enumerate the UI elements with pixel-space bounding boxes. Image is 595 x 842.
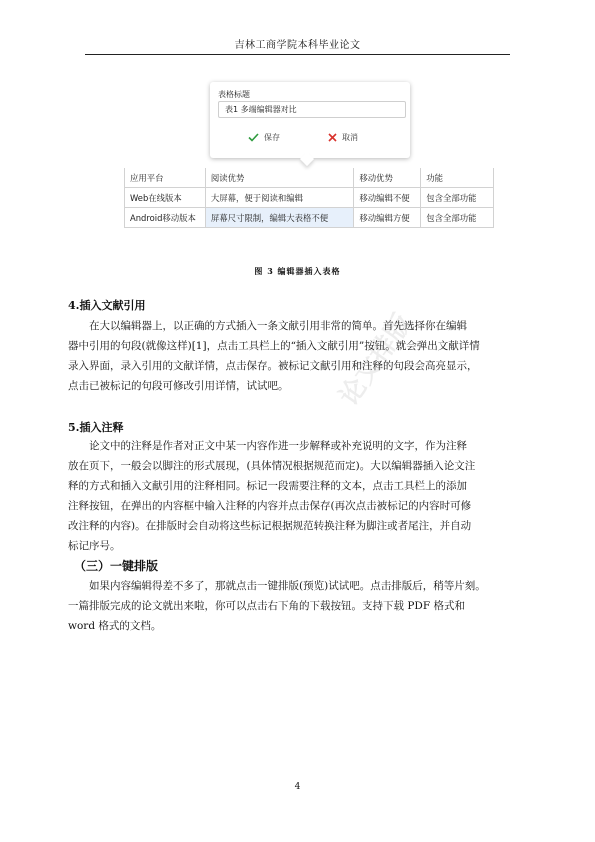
section-heading-citation: 4.插入文献引用 [68, 299, 146, 312]
table-caption-popup [210, 82, 410, 158]
cancel-label: 取消 [342, 133, 358, 142]
page-number: 4 [294, 782, 301, 792]
table-cell[interactable]: Web在线版本 [125, 188, 206, 208]
watermark: 论文排版 [333, 308, 419, 412]
paragraph-line: word 格式的文档。 [68, 620, 162, 632]
table-row [125, 208, 494, 228]
paragraph-layout [68, 576, 528, 636]
paragraph-citation [68, 316, 528, 396]
table-cell[interactable]: Android移动版本 [125, 208, 206, 228]
save-label: 保存 [264, 133, 280, 142]
section-heading-annotation: 5.插入注释 [68, 421, 124, 434]
close-icon [328, 133, 337, 142]
paragraph-line: 如果内容编辑得差不多了，那就点击一键排版(预览)试试吧。点击排版后，稍等片刻。 [89, 580, 486, 592]
popup-pointer [300, 152, 314, 166]
figure-caption: 图 3 编辑器插入表格 [254, 266, 341, 276]
table-header-cell[interactable]: 应用平台 [125, 168, 206, 188]
paragraph-annotation [68, 436, 528, 556]
table-cell[interactable]: 大屏幕，便于阅读和编辑 [205, 188, 354, 208]
paragraph-line: 点击已被标记的句段可修改引用详情，试试吧。 [68, 380, 289, 392]
comparison-table [124, 168, 494, 228]
paragraph-line: 在大以编辑器上，以正确的方式插入一条文献引用非常的简单。首先选择你在编辑 [89, 320, 467, 332]
table-cell[interactable]: 移动编辑不便 [354, 188, 421, 208]
page-header: 吉林工商学院本科毕业论文 [85, 36, 510, 55]
paragraph-line: 改注释的内容)。在排版时会自动将这些标记根据规范转换注释为脚注或者尾注，并自动 [68, 520, 472, 532]
paragraph-line: 器中引用的句段(就像这样)[1]，点击工具栏上的“插入文献引用”按钮。就会弹出文献详情 [68, 340, 480, 352]
editor-screenshot-figure [124, 74, 494, 244]
save-button[interactable] [248, 132, 280, 143]
paragraph-line: 放在页下，一般会以脚注的形式展现，(具体情况根据规范而定)。大以编辑器插入论文注 [68, 460, 476, 472]
paragraph-line: 录入界面，录入引用的文献详情，点击保存。被标记文献引用和注释的句段会高亮显示， [68, 360, 478, 372]
table-cell[interactable]: 移动编辑方便 [354, 208, 421, 228]
popup-title: 表格标题 [218, 90, 250, 99]
table-title-input[interactable]: 表1 多端编辑器对比 [218, 101, 406, 118]
paragraph-line: 一篇排版完成的论文就出来啦，你可以点击右下角的下载按钮。支持下载 PDF 格式和 [68, 600, 465, 612]
paragraph-line: 标记序号。 [68, 540, 121, 552]
paragraph-line: 注释按钮，在弹出的内容框中输入注释的内容并点击保存(再次点击被标记的内容时可修 [68, 500, 472, 512]
table-header-cell[interactable]: 功能 [421, 168, 494, 188]
table-cell[interactable]: 包含全部功能 [421, 208, 494, 228]
cancel-button[interactable] [328, 132, 358, 143]
paragraph-line: 释的方式和插入文献引用的注释相同。标记一段需要注释的文本，点击工具栏上的添加 [68, 480, 467, 492]
check-icon [248, 133, 259, 142]
table-header-cell[interactable]: 移动优势 [354, 168, 421, 188]
table-cell[interactable]: 包含全部功能 [421, 188, 494, 208]
paragraph-line: 论文中的注释是作者对正文中某一内容作进一步解释或补充说明的文字，作为注释 [89, 440, 467, 452]
subsection-heading-layout: （三）一键排版 [74, 559, 159, 573]
selected-table-cell[interactable]: 屏幕尺寸限制，编辑大表格不便 [205, 208, 354, 228]
table-row [125, 188, 494, 208]
popup-actions [210, 132, 410, 148]
table-header-row [125, 168, 494, 188]
table-header-cell[interactable]: 阅读优势 [205, 168, 354, 188]
